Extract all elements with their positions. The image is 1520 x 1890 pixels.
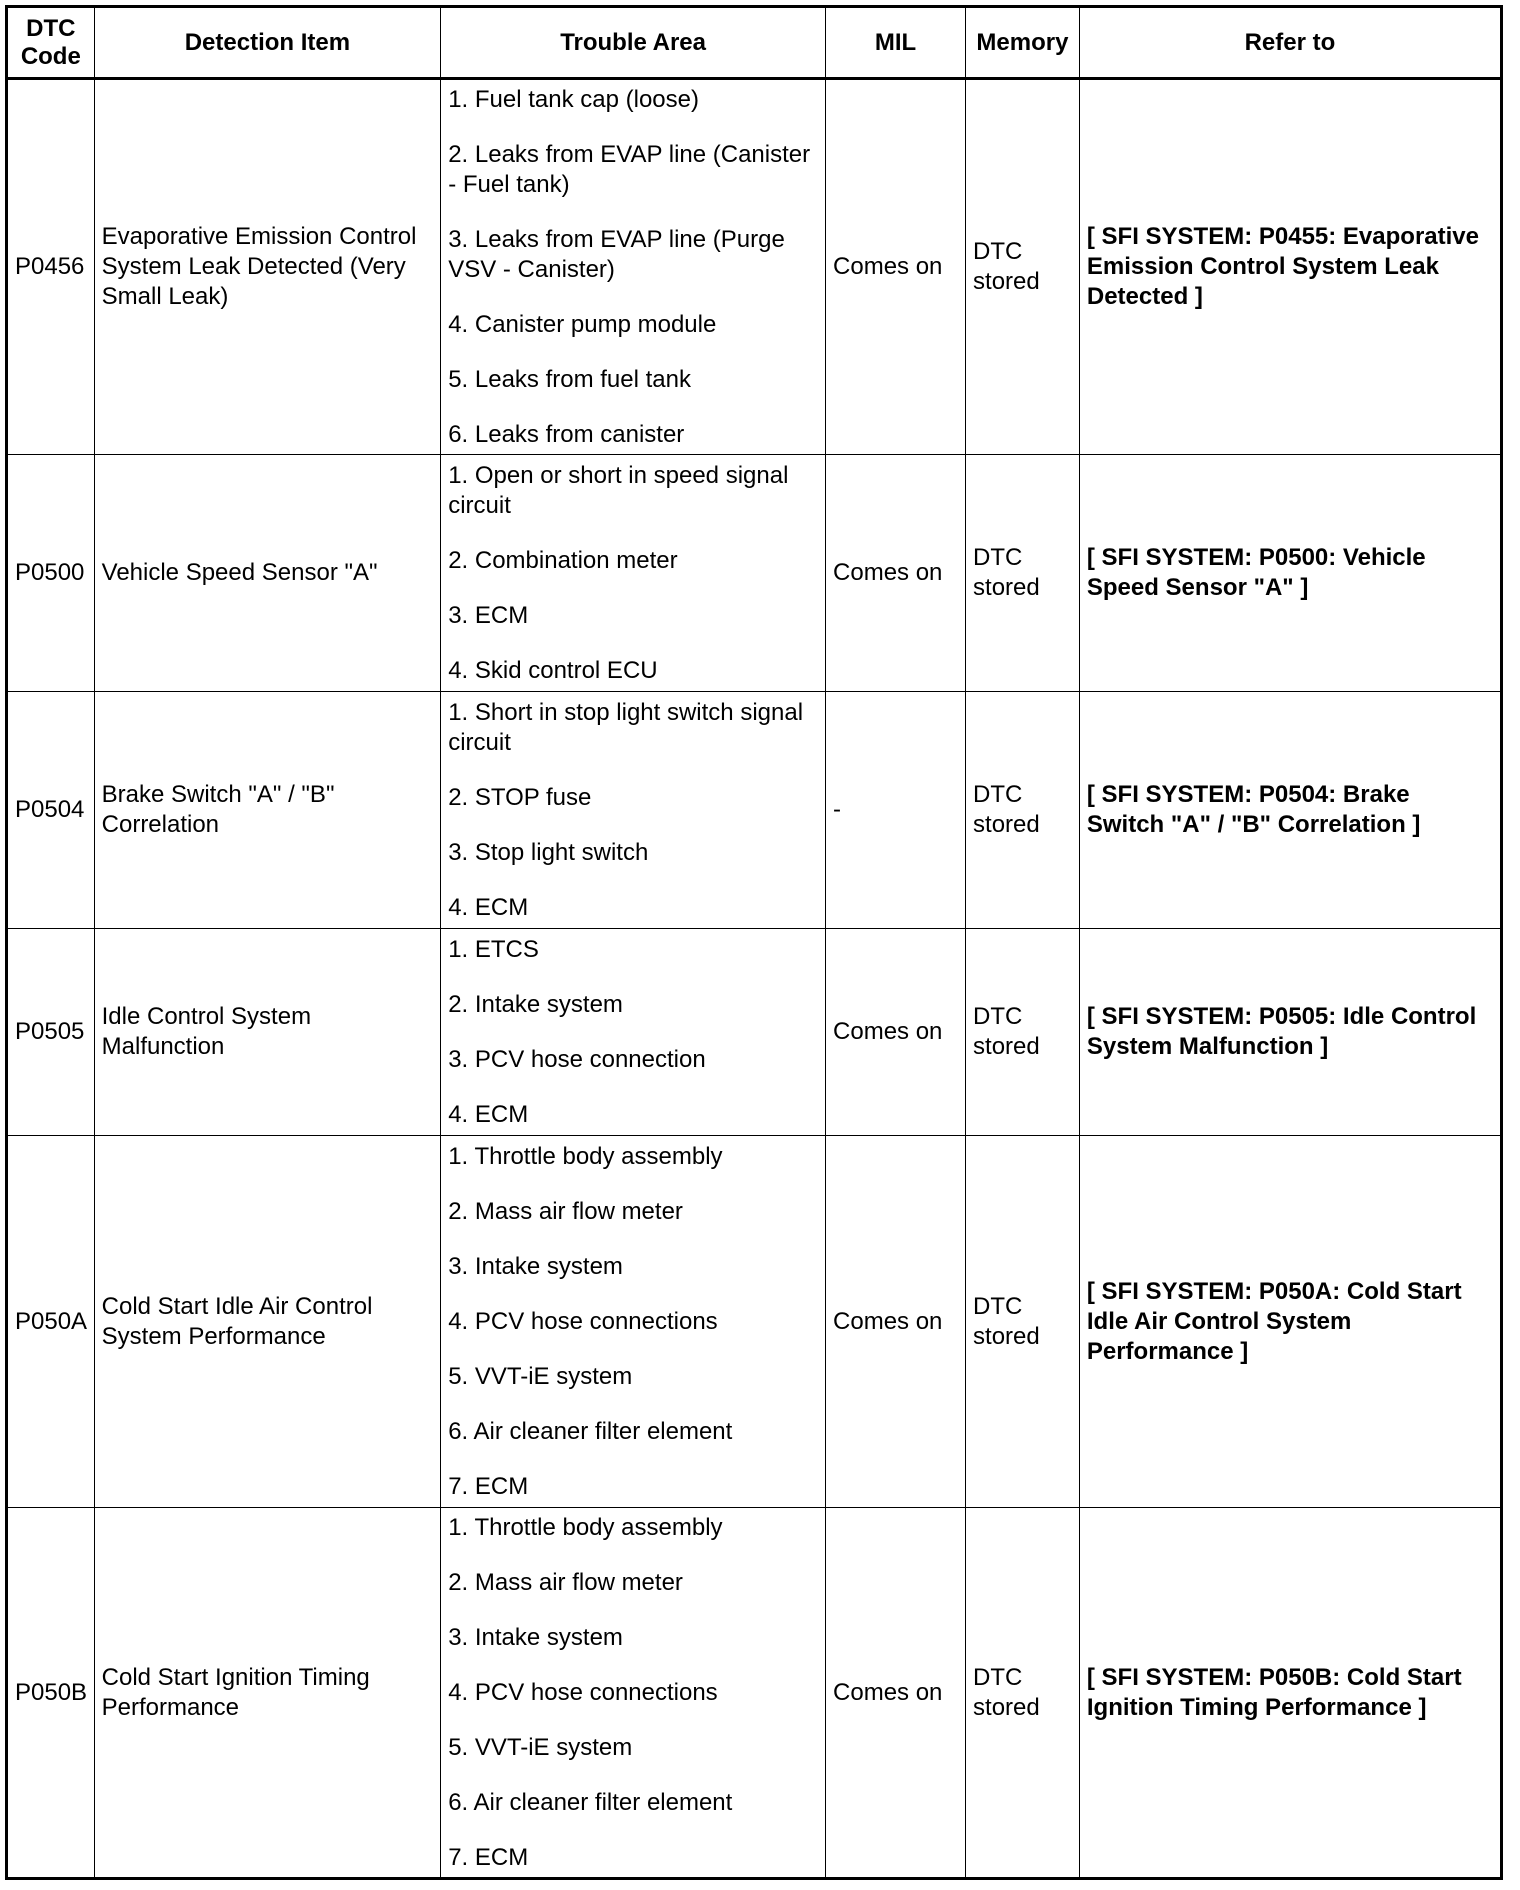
table-row [7, 1508, 1502, 1879]
trouble-area-item: 2. Intake system [448, 990, 623, 1018]
trouble-area-item: 7. ECM [448, 1843, 529, 1871]
mil-cell: Comes on [826, 929, 966, 1136]
trouble-area-item: 6. Air cleaner filter element [448, 1788, 733, 1816]
trouble-area-cell [441, 929, 826, 1136]
dtc-table [5, 5, 1503, 1880]
table-row [7, 929, 1502, 1136]
trouble-area-item: 4. PCV hose connections [448, 1678, 718, 1706]
trouble-area-item: 1. ETCS [448, 935, 539, 963]
trouble-area-cell [441, 455, 826, 692]
header-trouble-area: Trouble Area [441, 7, 826, 79]
trouble-area-item: 1. Short in stop light switch signal circuit [448, 698, 804, 756]
trouble-area-item: 2. Leaks from EVAP line (Canister - Fuel tank) [448, 140, 811, 198]
header-refer-to: Refer to [1079, 7, 1501, 79]
trouble-area-item: 2. Mass air flow meter [448, 1568, 683, 1596]
table-row [7, 692, 1502, 929]
trouble-area-cell [441, 692, 826, 929]
trouble-area-item: 4. PCV hose connections [448, 1307, 718, 1335]
trouble-area-item: 4. Skid control ECU [448, 656, 658, 684]
trouble-area-item: 5. VVT-iE system [448, 1362, 633, 1390]
detection-item-cell: Brake Switch "A" / "B" Correlation [94, 692, 441, 929]
trouble-area-item: 3. PCV hose connection [448, 1045, 706, 1073]
dtc-code-cell: P0500 [7, 455, 95, 692]
trouble-area-item: 5. Leaks from fuel tank [448, 365, 691, 393]
trouble-area-item: 2. Combination meter [448, 546, 678, 574]
detection-item-cell: Cold Start Ignition Timing Performance [94, 1508, 441, 1879]
header-dtc-code: DTC Code [7, 7, 95, 79]
trouble-area-item: 4. ECM [448, 893, 529, 921]
header-detection-item: Detection Item [94, 7, 441, 79]
mil-cell: Comes on [826, 1508, 966, 1879]
refer-to-cell: [ SFI SYSTEM: P0455: Evaporative Emission Control System Leak Detected ] [1079, 79, 1501, 455]
header-memory: Memory [966, 7, 1080, 79]
trouble-area-item: 4. Canister pump module [448, 310, 717, 338]
dtc-code-cell: P0505 [7, 929, 95, 1136]
mil-cell: - [826, 692, 966, 929]
detection-item-cell: Cold Start Idle Air Control System Performance [94, 1136, 441, 1508]
trouble-area-cell [441, 79, 826, 455]
trouble-area-item: 2. STOP fuse [448, 783, 592, 811]
table-row [7, 455, 1502, 692]
refer-to-cell: [ SFI SYSTEM: P0505: Idle Control System Malfunction ] [1079, 929, 1501, 1136]
memory-cell: DTC stored [966, 455, 1080, 692]
memory-cell: DTC stored [966, 692, 1080, 929]
header-mil: MIL [826, 7, 966, 79]
mil-cell: Comes on [826, 79, 966, 455]
trouble-area-item: 6. Leaks from canister [448, 420, 685, 448]
trouble-area-item: 7. ECM [448, 1472, 529, 1500]
memory-cell: DTC stored [966, 1136, 1080, 1508]
trouble-area-item: 3. Leaks from EVAP line (Purge VSV - Canister) [448, 225, 785, 283]
refer-to-cell: [ SFI SYSTEM: P050A: Cold Start Idle Air Control System Performance ] [1079, 1136, 1501, 1508]
detection-item-cell: Evaporative Emission Control System Leak Detected (Very Small Leak) [94, 79, 441, 455]
table-row [7, 79, 1502, 455]
trouble-area-cell [441, 1508, 826, 1879]
detection-item-cell: Vehicle Speed Sensor "A" [94, 455, 441, 692]
trouble-area-item: 1. Open or short in speed signal circuit [448, 461, 789, 519]
refer-to-cell: [ SFI SYSTEM: P0500: Vehicle Speed Sensor "A" ] [1079, 455, 1501, 692]
trouble-area-item: 2. Mass air flow meter [448, 1197, 683, 1225]
memory-cell: DTC stored [966, 1508, 1080, 1879]
table-row [7, 1136, 1502, 1508]
trouble-area-item: 5. VVT-iE system [448, 1733, 633, 1761]
dtc-code-cell: P050A [7, 1136, 95, 1508]
trouble-area-item: 3. Intake system [448, 1252, 623, 1280]
trouble-area-item: 1. Throttle body assembly [448, 1142, 723, 1170]
dtc-code-cell: P0456 [7, 79, 95, 455]
dtc-code-cell: P050B [7, 1508, 95, 1879]
dtc-code-cell: P0504 [7, 692, 95, 929]
detection-item-cell: Idle Control System Malfunction [94, 929, 441, 1136]
memory-cell: DTC stored [966, 929, 1080, 1136]
refer-to-cell: [ SFI SYSTEM: P050B: Cold Start Ignition Timing Performance ] [1079, 1508, 1501, 1879]
trouble-area-item: 1. Throttle body assembly [448, 1513, 723, 1541]
mil-cell: Comes on [826, 1136, 966, 1508]
header-row [7, 7, 1502, 79]
trouble-area-item: 6. Air cleaner filter element [448, 1417, 733, 1445]
mil-cell: Comes on [826, 455, 966, 692]
trouble-area-cell [441, 1136, 826, 1508]
trouble-area-item: 3. Stop light switch [448, 838, 649, 866]
trouble-area-item: 3. Intake system [448, 1623, 623, 1651]
trouble-area-item: 3. ECM [448, 601, 529, 629]
refer-to-cell: [ SFI SYSTEM: P0504: Brake Switch "A" / "B" Correlation ] [1079, 692, 1501, 929]
memory-cell: DTC stored [966, 79, 1080, 455]
trouble-area-item: 4. ECM [448, 1100, 529, 1128]
trouble-area-item: 1. Fuel tank cap (loose) [448, 85, 699, 113]
